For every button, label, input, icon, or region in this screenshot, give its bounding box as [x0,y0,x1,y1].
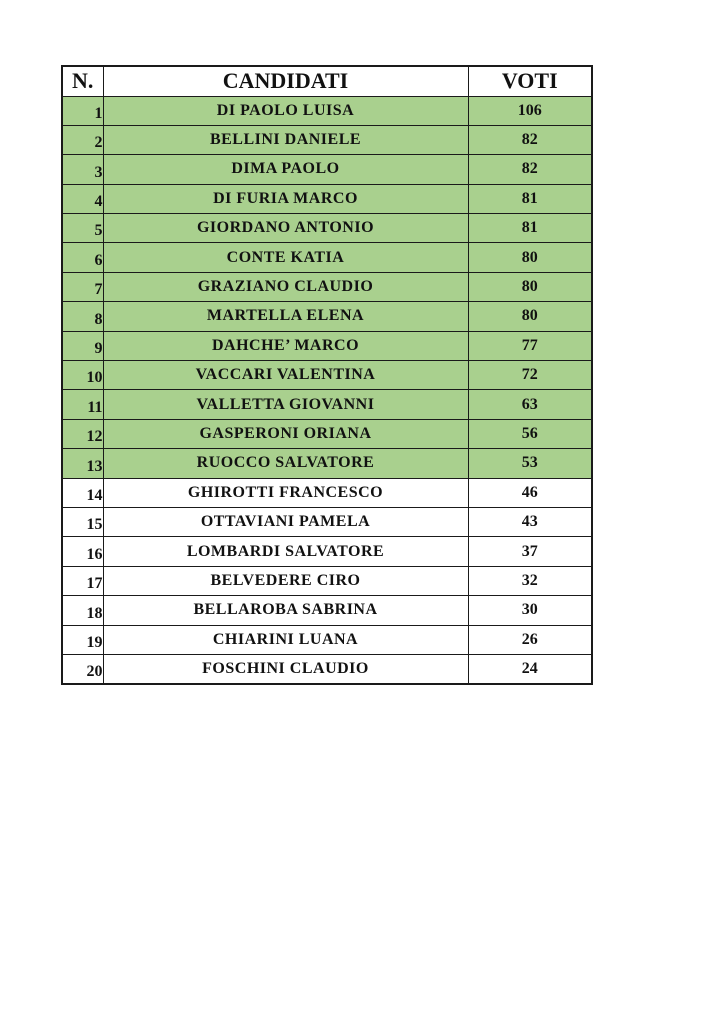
table-row [62,596,592,625]
candidate-name: FOSCHINI CLAUDIO [103,654,468,683]
table-row [62,331,592,360]
row-number: 3 [62,155,103,184]
candidate-votes: 32 [468,566,592,595]
candidate-votes: 72 [468,361,592,390]
table-row [62,96,592,125]
row-number: 6 [62,243,103,272]
candidate-votes: 30 [468,596,592,625]
row-number: 19 [62,625,103,654]
row-number: 15 [62,507,103,536]
row-number: 7 [62,272,103,301]
table-row [62,654,592,683]
candidate-name: BELLAROBA SABRINA [103,596,468,625]
candidate-name: BELLINI DANIELE [103,125,468,154]
row-number: 18 [62,596,103,625]
candidate-votes: 81 [468,214,592,243]
table-row [62,390,592,419]
candidate-votes: 53 [468,449,592,478]
table-row [62,184,592,213]
results-table [61,65,593,685]
row-number: 20 [62,654,103,683]
table-row [62,302,592,331]
candidate-votes: 80 [468,243,592,272]
candidate-name: CHIARINI LUANA [103,625,468,654]
candidate-name: VACCARI VALENTINA [103,361,468,390]
row-number: 1 [62,96,103,125]
row-number: 13 [62,449,103,478]
candidate-name: CONTE KATIA [103,243,468,272]
candidate-votes: 26 [468,625,592,654]
candidate-votes: 43 [468,507,592,536]
row-number: 14 [62,478,103,507]
table-row [62,625,592,654]
table-header-row [62,66,592,96]
candidate-votes: 46 [468,478,592,507]
candidate-votes: 106 [468,96,592,125]
candidate-votes: 37 [468,537,592,566]
candidate-name: MARTELLA ELENA [103,302,468,331]
table-row [62,478,592,507]
candidate-name: GRAZIANO CLAUDIO [103,272,468,301]
table-row [62,214,592,243]
row-number: 11 [62,390,103,419]
candidate-votes: 77 [468,331,592,360]
header-number: N. [62,66,103,96]
table-row [62,243,592,272]
table-row [62,566,592,595]
candidate-votes: 56 [468,419,592,448]
row-number: 2 [62,125,103,154]
row-number: 12 [62,419,103,448]
candidate-name: VALLETTA GIOVANNI [103,390,468,419]
table-row [62,507,592,536]
table-row [62,449,592,478]
row-number: 9 [62,331,103,360]
table-body [62,96,592,684]
candidate-name: DI PAOLO LUISA [103,96,468,125]
table-row [62,125,592,154]
candidate-votes: 80 [468,272,592,301]
candidate-name: DI FURIA MARCO [103,184,468,213]
table-row [62,155,592,184]
table-row [62,272,592,301]
candidate-votes: 82 [468,125,592,154]
candidate-name: DAHCHE’ MARCO [103,331,468,360]
header-candidates: CANDIDATI [103,66,468,96]
row-number: 4 [62,184,103,213]
candidate-votes: 24 [468,654,592,683]
header-votes: VOTI [468,66,592,96]
row-number: 8 [62,302,103,331]
candidate-name: OTTAVIANI PAMELA [103,507,468,536]
table-row [62,537,592,566]
row-number: 16 [62,537,103,566]
candidate-name: GIORDANO ANTONIO [103,214,468,243]
candidate-name: DIMA PAOLO [103,155,468,184]
row-number: 5 [62,214,103,243]
candidate-votes: 80 [468,302,592,331]
table-row [62,361,592,390]
candidate-name: LOMBARDI SALVATORE [103,537,468,566]
candidate-name: RUOCCO SALVATORE [103,449,468,478]
candidate-votes: 63 [468,390,592,419]
candidate-name: GHIROTTI FRANCESCO [103,478,468,507]
row-number: 17 [62,566,103,595]
candidate-name: GASPERONI ORIANA [103,419,468,448]
table-row [62,419,592,448]
candidate-votes: 81 [468,184,592,213]
row-number: 10 [62,361,103,390]
candidate-votes: 82 [468,155,592,184]
candidate-name: BELVEDERE CIRO [103,566,468,595]
